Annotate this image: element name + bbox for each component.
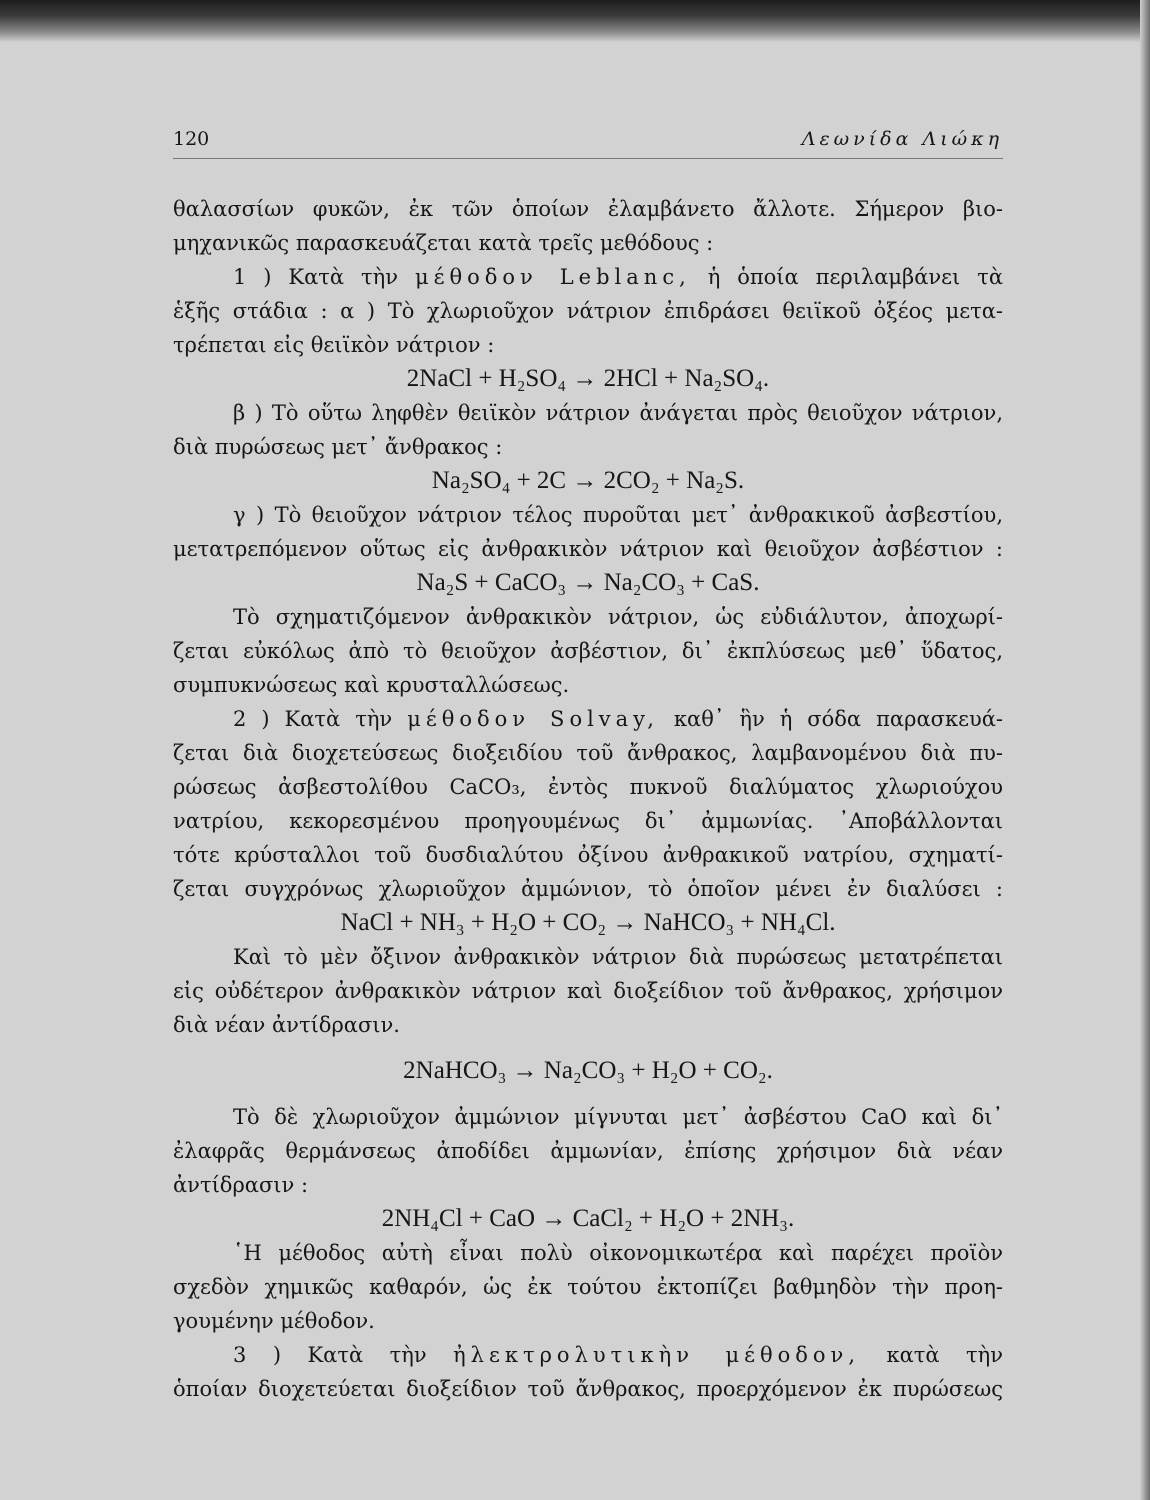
text-fragment: 3 ) Κατὰ τὴν (233, 1343, 454, 1367)
text-fragment: ἡ ὁποία περιλαμβάνει τὰ (690, 265, 1003, 289)
text-line: εἰς οὐδέτερον ἀνθρακικὸν νάτριον καὶ διοξείδιον τοῦ ἄνθρακος, χρήσιμον (173, 979, 1003, 1003)
text-line: διὰ πυρώσεως μετ᾽ ἄνθρακος : (173, 435, 503, 459)
text-fragment: 1 ) Κατὰ τὴν (233, 265, 415, 289)
text-line: γ ) Τὸ θειοῦχον νάτριον τέλος πυροῦται μετ᾽ ἀνθρακικοῦ ἀσβεστίου, (233, 503, 1003, 527)
text-line: ὁποίαν διοχετεύεται διοξείδιον τοῦ ἄνθρακος, προερχόμενον ἐκ πυρώσεως (173, 1377, 1003, 1401)
method-2-heading (173, 702, 1003, 736)
method-3-heading (173, 1338, 1003, 1372)
text-line: ζεται συγχρόνως χλωριοῦχον ἀμμώνιον, τὸ ὁποῖον μένει ἐν διαλύσει : (173, 877, 1003, 901)
text-line: β ) Τὸ οὕτω ληφθὲν θειϊκὸν νάτριον ἀνάγεται πρὸς θειοῦχον νάτριον, (233, 401, 1003, 425)
scan-right-edge (1140, 0, 1150, 1500)
text-line: διὰ νέαν ἀντίδρασιν. (173, 1013, 400, 1037)
scan-top-edge (0, 0, 1150, 42)
equation-2: Na₂SO₄ + 2C → 2CO₂ + Na₂S. (431, 467, 745, 494)
text-line: γουμένην μέθοδον. (173, 1309, 375, 1333)
equation-4: NaCl + NH₃ + H₂O + CO₂ → NaHCO₃ + NH₄Cl. (340, 909, 836, 936)
text-line: μετατρεπόμενον οὕτως εἰς ἀνθρακικὸν νάτριον καὶ θειοῦχον ἀσβέστιον : (173, 537, 1003, 561)
method-1-heading (173, 260, 1003, 294)
equation-6: 2NH₄Cl + CaO → CaCl₂ + H₂O + 2NH₃. (381, 1205, 795, 1232)
text-line: ἐλαφρᾶς θερμάνσεως ἀποδίδει ἀμμωνίαν, ἐπίσης χρήσιμον διὰ νέαν (173, 1139, 1003, 1163)
text-line: Καὶ τὸ μὲν ὄξινον ἀνθρακικὸν νάτριον διὰ πυρώσεως μετατρέπεται (233, 945, 1003, 969)
equation-5: 2NaHCO₃ → Na₂CO₃ + H₂O + CO₂. (403, 1057, 773, 1084)
text-line: μηχανικῶς παρασκευάζεται κατὰ τρεῖς μεθόδους : (173, 231, 714, 255)
text-line: ζεται εὐκόλως ἀπὸ τὸ θειοῦχον ἀσβέστιον, δι᾽ ἐκπλύσεως μεθ᾽ ὕδατος, (173, 639, 1003, 663)
text-line: συμπυκνώσεως καὶ κρυσταλλώσεως. (173, 673, 570, 697)
text-fragment: 2 ) Κατὰ τὴν (233, 707, 408, 731)
text-fragment: καθ᾽ ἣν ἡ σόδα παρασκευά- (658, 707, 1004, 731)
running-title: Λεωνίδα Λιώκη (801, 128, 1003, 150)
text-line: τρέπεται εἰς θειϊκὸν νάτριον : (173, 333, 495, 357)
method-name-electrolytic: ἠλεκτρολυτικὴν μέθοδον, (453, 1343, 860, 1367)
text-line: ζεται διὰ διοχετεύσεως διοξειδίου τοῦ ἄνθρακος, λαμβανομένου διὰ πυ- (173, 741, 1003, 765)
text-fragment: κατὰ τὴν (860, 1343, 1004, 1367)
text-line: τότε κρύσταλλοι τοῦ δυσδιαλύτου ὀξίνου ἀνθρακικοῦ νατρίου, σχηματί- (173, 843, 1003, 867)
page-header (173, 128, 1003, 159)
method-name-leblanc: μέθοδον Leblanc, (414, 265, 691, 289)
text-line: θαλασσίων φυκῶν, ἐκ τῶν ὁποίων ἐλαμβάνετο ἄλλοτε. Σήμερον βιο- (173, 197, 1003, 221)
page-number: 120 (173, 128, 210, 150)
text-line: νατρίου, κεκορεσμένου προηγουμένως δι᾽ ἀμμωνίας. ᾿Αποβάλλονται (173, 809, 1003, 833)
equation-1: 2NaCl + H₂SO₄ → 2HCl + Na₂SO₄. (406, 365, 770, 392)
text-line: Τὸ δὲ χλωριοῦχον ἀμμώνιον μίγνυται μετ᾽ ἀσβέστου CaO καὶ δι᾽ (233, 1105, 1003, 1129)
text-line: ἑξῆς στάδια : α ) Τὸ χλωριοῦχον νάτριον ἐπιδράσει θειϊκοῦ ὀξέος μετα- (173, 299, 1003, 323)
text-line: ρώσεως ἀσβεστολίθου CaCO₃, ἐντὸς πυκνοῦ διαλύματος χλωριούχου (173, 775, 1003, 799)
equation-3: Na₂S + CaCO₃ → Na₂CO₃ + CaS. (416, 569, 760, 596)
text-line: ἀντίδρασιν : (173, 1173, 309, 1197)
text-line: ῾Η μέθοδος αὐτὴ εἶναι πολὺ οἰκονομικωτέρα καὶ παρέχει προϊὸν (233, 1241, 1003, 1265)
text-line: σχεδὸν χημικῶς καθαρόν, ὡς ἐκ τούτου ἐκτοπίζει βαθμηδὸν τὴν προη- (173, 1275, 1003, 1299)
method-name-solvay: μέθοδον Solvay, (407, 707, 659, 731)
page-body (173, 192, 1003, 1406)
text-line: Τὸ σχηματιζόμενον ἀνθρακικὸν νάτριον, ὡς εὐδιάλυτον, ἀποχωρί- (233, 605, 1003, 629)
